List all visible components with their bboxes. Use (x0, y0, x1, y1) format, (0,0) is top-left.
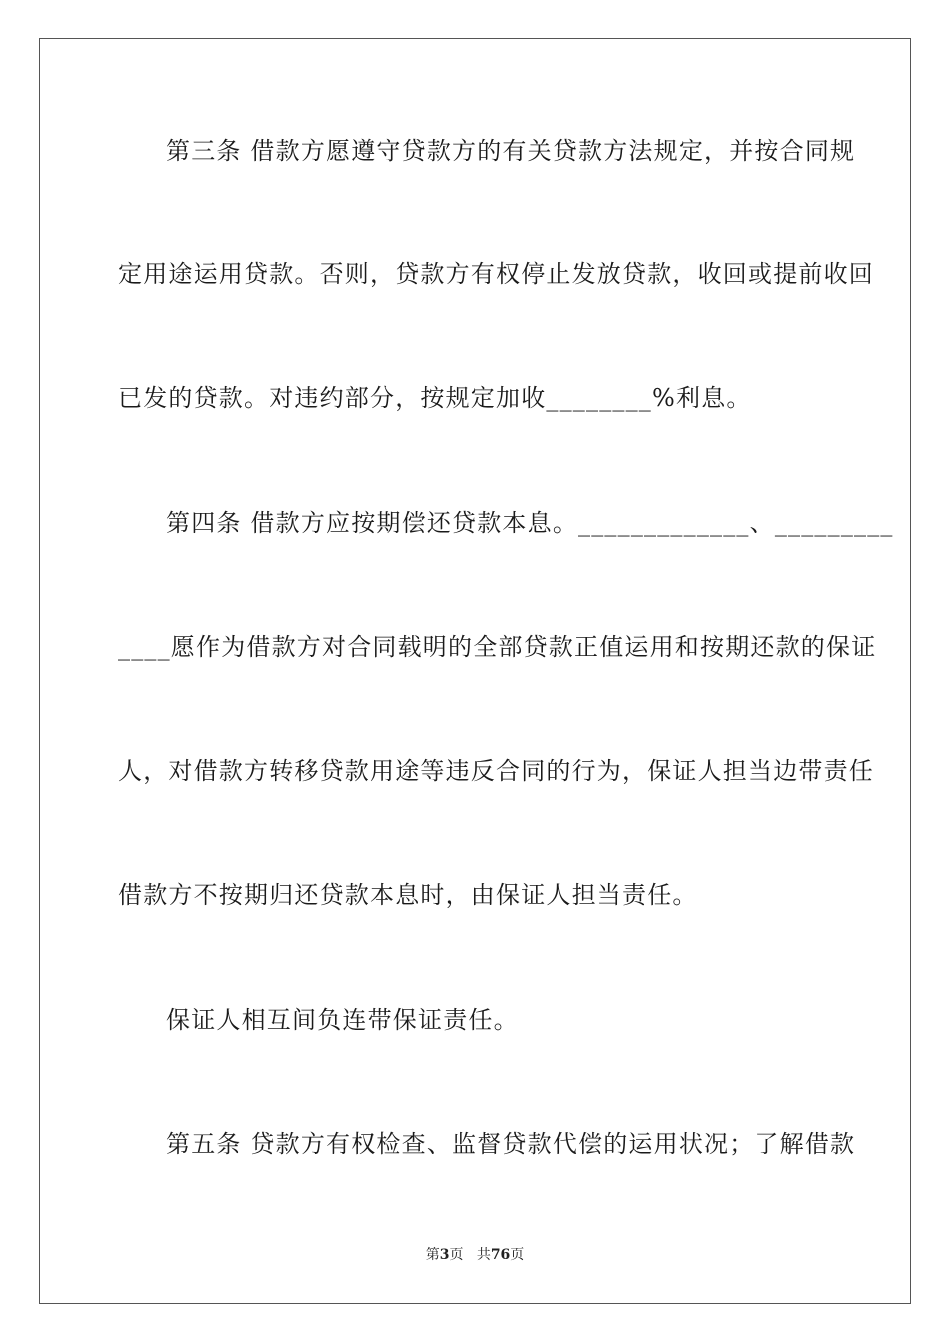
page-footer (0, 1246, 950, 1264)
page-border (39, 38, 911, 1304)
footer-total-prefix: 共 (476, 1247, 491, 1263)
paragraph-line-3: 已发的贷款。对违约部分，按规定加收________%利息。 (118, 384, 752, 412)
paragraph-line-7: 借款方不按期归还贷款本息时，由保证人担当责任。 (118, 881, 698, 909)
footer-total-pages: 76 (490, 1247, 511, 1263)
paragraph-line-4: 第四条 借款方应按期偿还贷款本息。_____________、_________ (166, 509, 894, 537)
paragraph-line-5: ____愿作为借款方对合同载明的全部贷款正值运用和按期还款的保证 (118, 633, 877, 661)
footer-page-suffix: 页 (449, 1247, 464, 1263)
paragraph-line-2: 定用途运用贷款。否则，贷款方有权停止发放贷款，收回或提前收回 (118, 260, 874, 288)
paragraph-line-8: 保证人相互间负连带保证责任。 (166, 1006, 519, 1034)
paragraph-line-1: 第三条 借款方愿遵守贷款方的有关贷款方法规定，并按合同规 (166, 137, 856, 165)
paragraph-line-6: 人，对借款方转移贷款用途等违反合同的行为，保证人担当边带责任 (118, 757, 874, 785)
footer-page-prefix: 第 (425, 1247, 440, 1263)
paragraph-line-9: 第五条 贷款方有权检查、监督贷款代偿的运用状况；了解借款 (166, 1130, 856, 1158)
footer-total-suffix: 页 (510, 1247, 525, 1263)
footer-page-number: 3 (439, 1247, 450, 1263)
